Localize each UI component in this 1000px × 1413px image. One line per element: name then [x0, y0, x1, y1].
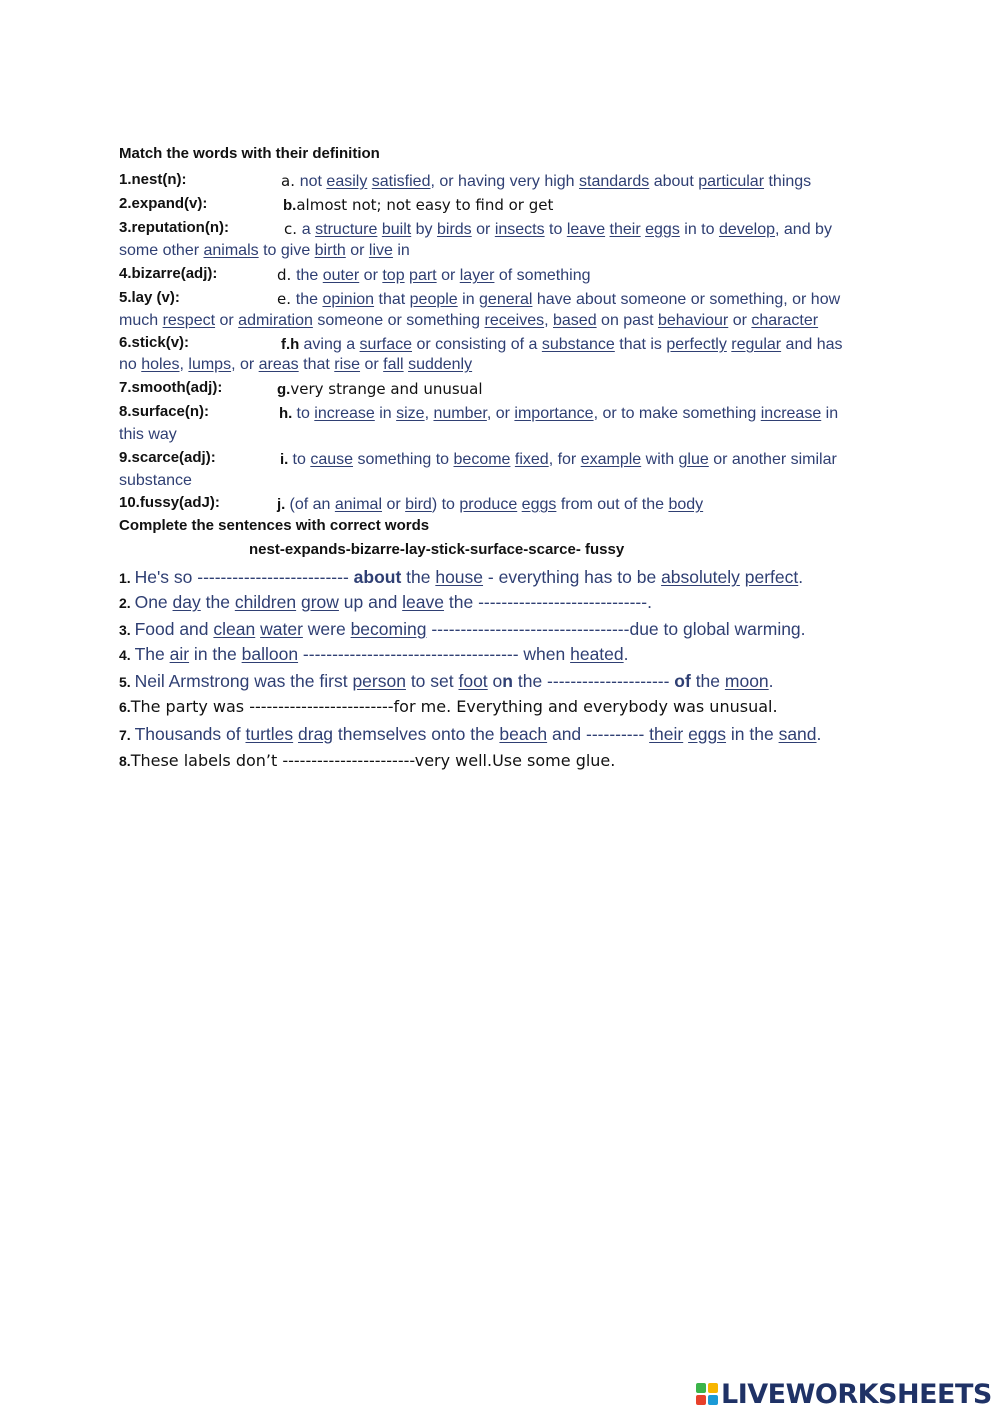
underlined-word: eggs [688, 724, 727, 744]
text-run: or [436, 267, 460, 284]
term-2: 2.expand(v): [119, 195, 208, 212]
text-run: , [544, 312, 553, 329]
underlined-word: eggs [645, 221, 680, 238]
text-run: or [360, 356, 384, 373]
underlined-word: bird [405, 496, 432, 513]
logo-square [708, 1395, 718, 1405]
text-run: in the [726, 724, 779, 744]
text-run: to set [405, 671, 459, 691]
definition-text [290, 496, 704, 513]
underlined-word: clean [213, 619, 256, 639]
text-run: the [295, 291, 323, 308]
text-run: or consisting of a [412, 336, 542, 353]
underlined-word: particular [698, 173, 765, 190]
sentence-4 [119, 644, 629, 665]
underlined-word: fixed [514, 451, 549, 468]
underlined-word: size [396, 405, 425, 422]
text-run: He's so -------------------------- [134, 567, 354, 587]
text-run: that [374, 291, 410, 308]
text-run: or [359, 267, 383, 284]
sentence-text [135, 644, 629, 664]
text-run: . [798, 567, 804, 587]
text-run: this way [119, 426, 177, 443]
definition-6-line2 [119, 356, 472, 374]
sentence-text [135, 592, 652, 612]
sentence-number: 7. [119, 727, 135, 743]
definition-5 [277, 289, 840, 309]
text-run: (of an [289, 496, 335, 513]
text-run: to [544, 221, 567, 238]
text-run: have about someone or something, or how [532, 291, 841, 308]
text-run: in [392, 242, 410, 259]
logo-square [708, 1383, 718, 1393]
text-run: a [301, 221, 316, 238]
underlined-word: absolutely [661, 567, 740, 587]
underlined-word: heated [570, 644, 624, 664]
text-run: . [768, 671, 774, 691]
underlined-word: character [751, 312, 819, 329]
text-run: ) to [431, 496, 460, 513]
logo-square [696, 1383, 706, 1393]
sentence-3 [119, 619, 806, 640]
underlined-word: cause [310, 451, 354, 468]
text-run: themselves onto the [333, 724, 500, 744]
text-run: the [401, 567, 436, 587]
underlined-word: rise [334, 356, 361, 373]
underlined-word: glue [678, 451, 709, 468]
text-run: by [411, 221, 437, 238]
underlined-word: animal [334, 496, 383, 513]
sentence-text [135, 671, 774, 691]
text-run: and has [781, 336, 843, 353]
text-run: of something [494, 267, 591, 284]
underlined-word: increase [314, 405, 375, 422]
text-run: Neil Armstrong was the first [134, 671, 353, 691]
term-7: 7.smooth(adj): [119, 379, 223, 396]
text-run: the [200, 592, 235, 612]
underlined-word: live [368, 242, 393, 259]
text-run: n [502, 671, 513, 691]
definition-letter: h. [279, 405, 297, 422]
definition-text: very strange and unusual [290, 380, 483, 398]
term-5: 5.lay (v): [119, 289, 180, 306]
definition-text [296, 291, 840, 308]
text-run: , for [548, 451, 581, 468]
text-run: about [353, 567, 402, 587]
section-title: Match the words with their definition [119, 145, 380, 162]
text-run: the --------------------- [513, 671, 675, 691]
text-run: Food and [134, 619, 214, 639]
text-run: . [623, 644, 629, 664]
underlined-word: develop [718, 221, 776, 238]
text-run: up and [338, 592, 403, 612]
text-run: some other [119, 242, 204, 259]
underlined-word: fall [383, 356, 404, 373]
definition-letter: e. [277, 290, 296, 308]
underlined-word: lumps [188, 356, 232, 373]
definition-5-line2 [119, 312, 818, 330]
definition-letter: g. [277, 381, 291, 398]
underlined-word: suddenly [408, 356, 473, 373]
text-run: or another similar [708, 451, 837, 468]
text-run: aving a [303, 336, 360, 353]
underlined-word: birds [437, 221, 472, 238]
definition-8-line2 [119, 426, 177, 444]
definition-3 [284, 219, 832, 239]
sentence-number: 4. [119, 647, 135, 663]
underlined-word: areas [258, 356, 299, 373]
text-run: were [302, 619, 351, 639]
definition-text [304, 336, 843, 353]
logo-text: LIVEWORKSHEETS [721, 1378, 992, 1410]
definition-letter: b. [283, 197, 297, 214]
text-run: someone or something [312, 312, 485, 329]
underlined-word: number [433, 405, 487, 422]
sentence-6 [119, 697, 778, 716]
text-run: in [821, 405, 839, 422]
underlined-word: birth [314, 242, 346, 259]
definition-7 [277, 379, 483, 398]
text-run: in [374, 405, 397, 422]
text-run: that is [614, 336, 667, 353]
logo-square [696, 1395, 706, 1405]
sentence-text [135, 619, 806, 639]
underlined-word: example [580, 451, 642, 468]
underlined-word: based [553, 312, 597, 329]
term-3: 3.reputation(n): [119, 219, 229, 236]
text-run: to give [258, 242, 315, 259]
term-8: 8.surface(n): [119, 403, 210, 420]
text-run: the [690, 671, 725, 691]
text-run: or [382, 496, 406, 513]
underlined-word: grow [300, 592, 339, 612]
underlined-word: children [234, 592, 297, 612]
underlined-word: opinion [322, 291, 375, 308]
sentence-5 [119, 671, 774, 692]
definition-letter: a. [281, 172, 300, 190]
text-run: One [134, 592, 173, 612]
text-run: to [296, 405, 315, 422]
text-run: , or [486, 405, 515, 422]
text-run: o [487, 671, 503, 691]
sentence-number: 5. [119, 674, 135, 690]
underlined-word: general [479, 291, 533, 308]
text-run: ------------------------------------- when [298, 644, 571, 664]
underlined-word: day [172, 592, 201, 612]
underlined-word: their [649, 724, 684, 744]
underlined-word: regular [731, 336, 782, 353]
sentence-1 [119, 567, 803, 588]
term-4: 4.bizarre(adj): [119, 265, 218, 282]
word-bank: nest-expands-bizarre-lay-stick-surface-scarce- fussy [249, 541, 625, 558]
text-run: - everything has to be [483, 567, 662, 587]
sentence-number: 6. [119, 699, 131, 715]
underlined-word: importance [514, 405, 594, 422]
definition-1 [281, 171, 811, 191]
definition-letter: c. [284, 220, 302, 238]
sentence-8 [119, 751, 615, 770]
underlined-word: increase [760, 405, 822, 422]
text-run: about [649, 173, 699, 190]
section2-title: Complete the sentences with correct words [119, 517, 430, 534]
definition-text [296, 267, 590, 284]
definition-letter: d. [277, 266, 297, 284]
underlined-word: house [435, 567, 484, 587]
underlined-word: eggs [521, 496, 557, 513]
text-run: that [298, 356, 335, 373]
underlined-word: become [453, 451, 511, 468]
underlined-word: produce [459, 496, 518, 513]
underlined-word: person [352, 671, 406, 691]
text-run: . [816, 724, 822, 744]
text-run: or [728, 312, 752, 329]
text-run: substance [119, 472, 192, 489]
sentence-text [135, 567, 804, 587]
underlined-word: behaviour [657, 312, 729, 329]
underlined-word: receives [484, 312, 545, 329]
text-run: , and by [775, 221, 832, 238]
underlined-word: admiration [238, 312, 313, 329]
text-run: and ---------- [547, 724, 650, 744]
sentence-number: 1. [119, 570, 135, 586]
text-run: in the [189, 644, 242, 664]
underlined-word: perfect [744, 567, 799, 587]
text-run: , or having very high [430, 173, 580, 190]
text-run: on past [596, 312, 658, 329]
sentence-2 [119, 592, 652, 613]
underlined-word: becoming [350, 619, 427, 639]
underlined-word: holes [141, 356, 180, 373]
sentence-number: 8. [119, 753, 131, 769]
text-run: something to [353, 451, 454, 468]
underlined-word: air [169, 644, 190, 664]
term-10: 10.fussy(adJ): [119, 494, 220, 511]
underlined-word: leave [566, 221, 606, 238]
underlined-word: outer [322, 267, 360, 284]
text-run: with [641, 451, 679, 468]
definition-8 [279, 403, 838, 423]
underlined-word: beach [499, 724, 548, 744]
term-1: 1.nest(n): [119, 171, 187, 188]
underlined-word: standards [579, 173, 650, 190]
text-run: , or to make something [593, 405, 761, 422]
underlined-word: foot [458, 671, 488, 691]
term-6: 6.stick(v): [119, 334, 190, 351]
underlined-word: moon [724, 671, 769, 691]
definition-9 [280, 449, 837, 469]
text-run: things [764, 173, 812, 190]
text-run: ----------------------------------due to global warming. [426, 619, 806, 639]
definition-letter: j. [277, 496, 290, 513]
underlined-word: drag [298, 724, 334, 744]
text-run: or [471, 221, 495, 238]
underlined-word: people [409, 291, 458, 308]
underlined-word: layer [459, 267, 495, 284]
sentence-text [135, 724, 822, 744]
underlined-word: structure [315, 221, 378, 238]
underlined-word: turtles [245, 724, 294, 744]
underlined-word: respect [162, 312, 216, 329]
underlined-word: sand [778, 724, 817, 744]
underlined-word: satisfied [371, 173, 431, 190]
text-run: or [345, 242, 369, 259]
underlined-word: balloon [241, 644, 299, 664]
text-run: in to [679, 221, 719, 238]
definition-text [300, 173, 811, 190]
text-run: the [296, 267, 323, 284]
text-run: the -----------------------------. [444, 592, 652, 612]
text-run: from out of the [556, 496, 669, 513]
underlined-word: their [609, 221, 641, 238]
definition-6 [281, 334, 843, 354]
term-9: 9.scarce(adj): [119, 449, 216, 466]
definition-letter: i. [280, 451, 293, 468]
definition-text: almost not; not easy to find or get [296, 196, 554, 214]
underlined-word: insects [494, 221, 545, 238]
text-run: much [119, 312, 163, 329]
text-run: not [299, 173, 327, 190]
sentence-number: 2. [119, 595, 135, 611]
definition-text [293, 451, 837, 468]
text-run: , or [231, 356, 259, 373]
definition-10 [277, 494, 703, 514]
text-run: or [215, 312, 239, 329]
underlined-word: water [260, 619, 303, 639]
text-run: , [424, 405, 434, 422]
text-run: , [179, 356, 189, 373]
sentence-text: The party was -------------------------for me. Everything and everybody was unusual. [130, 697, 778, 716]
text-run: no [119, 356, 142, 373]
definition-letter: f.h [281, 336, 304, 353]
text-run: of [674, 671, 691, 691]
text-run: Thousands of [134, 724, 246, 744]
definition-text [302, 221, 832, 238]
underlined-word: built [381, 221, 412, 238]
underlined-word: body [668, 496, 704, 513]
definition-2 [283, 195, 553, 214]
definition-4 [277, 265, 591, 285]
text-run: to [292, 451, 311, 468]
underlined-word: animals [203, 242, 259, 259]
underlined-word: perfectly [666, 336, 727, 353]
text-run: in [457, 291, 480, 308]
sentence-number: 3. [119, 622, 135, 638]
definition-9-line2 [119, 472, 192, 490]
text-run: The [134, 644, 170, 664]
underlined-word: part [409, 267, 437, 284]
definition-text [297, 405, 839, 422]
sentence-7 [119, 724, 821, 745]
underlined-word: leave [402, 592, 445, 612]
underlined-word: surface [359, 336, 413, 353]
liveworksheets-logo [696, 1378, 992, 1410]
logo-icon [696, 1383, 718, 1405]
underlined-word: top [382, 267, 405, 284]
underlined-word: substance [541, 336, 615, 353]
definition-3-line2 [119, 242, 410, 260]
underlined-word: easily [326, 173, 368, 190]
sentence-text: These labels don’t -----------------------very well.Use some glue. [130, 751, 616, 770]
